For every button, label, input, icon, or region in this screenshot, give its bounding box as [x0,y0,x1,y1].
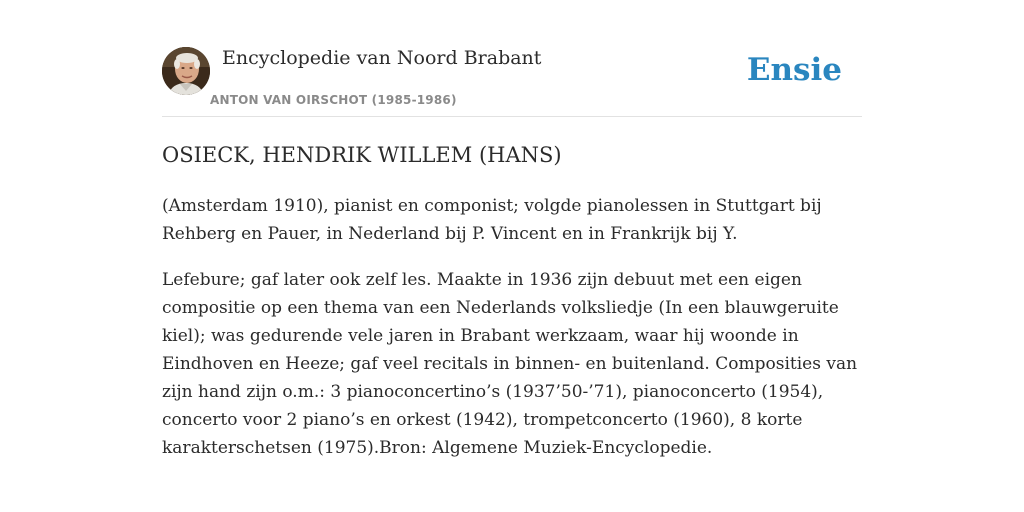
author-avatar[interactable] [162,47,210,95]
entry-title: OSIECK, HENDRIK WILLEM (HANS) [162,143,562,167]
source-header [162,46,862,117]
entry-paragraph: (Amsterdam 1910), pianist en componist; volgde pianolessen in Stuttgart bij Rehberg en Pauer, in Nederland bij P. Vincent en in Frankrijk bij Y. [162,196,822,244]
entry-paragraph: Lefebure; gaf later ook zelf les. Maakte in 1936 zijn debuut met een eigen compositie op een thema van een Nederlands volksliedje (In een blauwgeruite kiel); was gedurende vele jaren in Brabant werkzaam, waar hij woonde in Eindhoven en Heeze; gaf veel recitals in binnen- en buitenland. Composities van zijn hand zijn o.m.: 3 pianoconcertino’s (1937’50-’71), pianoconcerto (1954), concerto voor 2 piano’s en orkest (1942), trompetconcerto (1960), 8 korte karakterschetsen (1975).Bron: Algemene Muziek-Encyclopedie. [162,270,858,458]
ensie-logo[interactable]: Ensie [746,52,842,88]
source-title[interactable]: Encyclopedie van Noord Brabant [222,47,542,69]
entry-body [162,192,862,480]
author-name: ANTON VAN OIRSCHOT (1985-1986) [210,93,457,107]
